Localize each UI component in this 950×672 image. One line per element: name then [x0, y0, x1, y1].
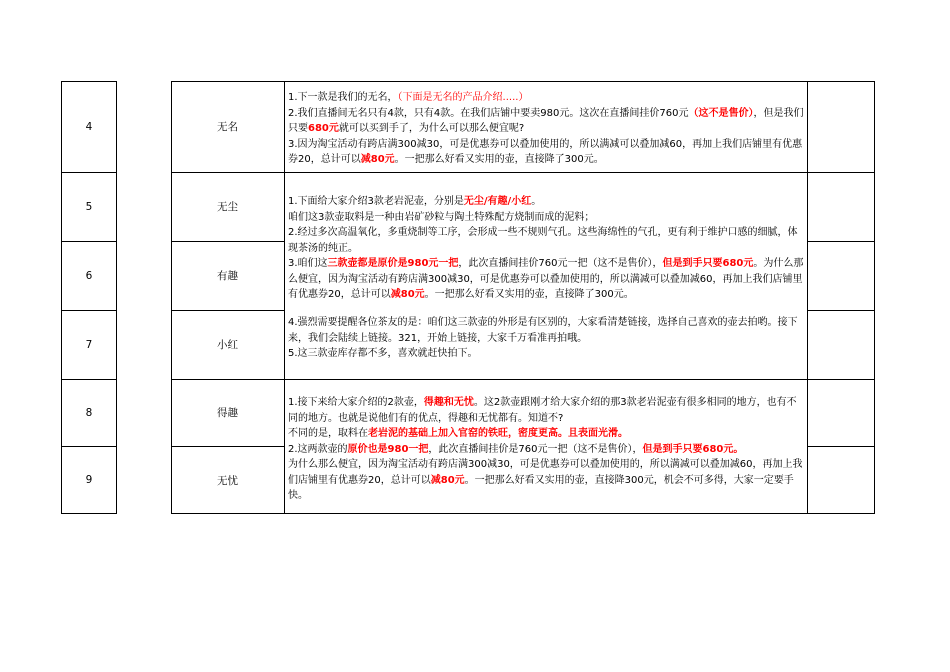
product-name: 无名 [217, 121, 238, 133]
row-divider [807, 241, 875, 242]
row-number: 5 [85, 200, 93, 213]
row-divider [807, 310, 875, 311]
row-divider [807, 446, 875, 447]
product-name: 有趣 [217, 270, 238, 282]
product-name: 无尘 [217, 201, 238, 213]
row-number: 7 [85, 338, 93, 351]
product-name: 得趣 [217, 407, 238, 419]
description-dequ-wuyou: 1.接下来给大家介绍的2款壶，得趣和无忧。这2款壶跟刚才给大家介绍的那3款老岩泥壶有很多相同的地方，也有不同的地方。也就是说他们有的优点，得趣和无忧都有。知道不? 不同的是，取料在老岩泥的基础上加入官窑的铁旺，密度更高。且表面光滑。 2.这两款壶的原价也是980一把，此次直播间挂价是760元一把（这不是售价），但是到手只要680元。 为什么那么便宜，因为淘宝活动有跨店满300减30，可是优惠券可以叠加使用的，所以满减可以叠加减60，再加上我们店铺里有优惠券20，总计可以减80元。一把那么好看又实用的壶，直接降300元，机会不可多得，大家一定要手快。 [288, 397, 803, 501]
row-divider [807, 172, 875, 173]
row-divider [284, 172, 807, 173]
row-divider [284, 379, 807, 380]
row-number: 6 [85, 269, 93, 282]
description-wuming: 1.下一款是我们的无名，（下面是无名的产品介绍.....） 2.我们直播间无名只有4款，只有4款。在我们店铺中要卖980元。这次在直播间挂价760元（这不是售价），但是我们只要680元就可以买到手了，为什么可以那么便宜呢? 3.因为淘宝活动有跨店满300减30，可是优惠券可以叠加使用的，所以满减可以叠加减60，再加上我们店铺里有优惠券20，总计可以减80元。一把那么好看又实用的壶，直接降了300元。 [288, 92, 804, 165]
row-number: 4 [85, 120, 93, 133]
product-name: 无忧 [217, 474, 238, 487]
description-three-teapots: 1.下面给大家介绍3款老岩泥壶，分别是无尘/有趣/小红。 咱们这3款壶取料是一种由岩矿砂粒与陶土特殊配方烧制而成的泥料； 2.经过多次高温氧化，多重烧制等工序，会形成一些不规则气孔。这些海绵性的气孔，更有利于维护口感的细腻，体现茶汤的纯正。 3.咱们这三款壶都是原价是980元一把，此次直播间挂价760元一把（这不是售价），但是到手只要680元。为什么那么便宜，因为淘宝活动有跨店满300减30，可是优惠券可以叠加使用的，所以满减可以叠加减60，再加上我们店铺里有优惠券20，总计可以减80元。一把那么好看又实用的壶，直接降了300元。 [288, 196, 804, 300]
product-name: 小红 [217, 339, 238, 351]
row-number: 8 [85, 406, 93, 419]
row-divider [807, 379, 875, 380]
row-number: 9 [85, 474, 93, 486]
column-divider [807, 81, 808, 514]
description-reminder: 4.强烈需要提醒各位茶友的是：咱们这三款壶的外形是有区别的，大家看清楚链接，选择自己喜欢的壶去拍哟。接下来，我们会陆续上链接。321，开始上链接，大家千万看准再拍哦。 5.这三款壶库存都不多，喜欢就赶快拍下。 [288, 317, 798, 359]
